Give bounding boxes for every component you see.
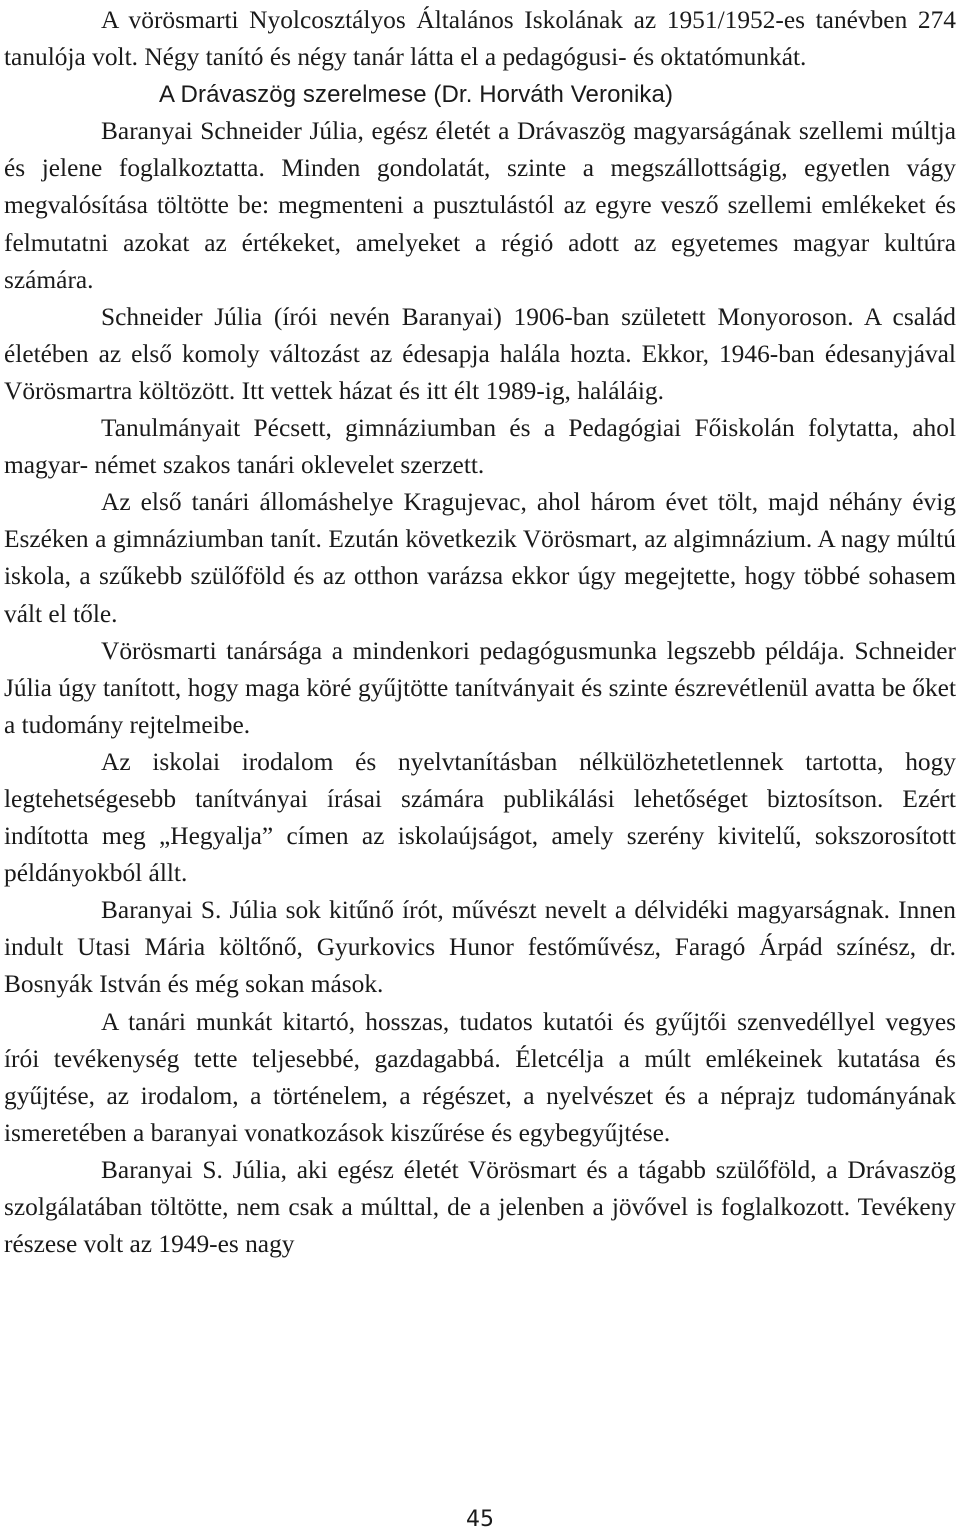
body-text [4, 2, 956, 1263]
paragraph-teaching: Vörösmarti tanársága a mindenkori pedagógusmunka legszebb példája. Schneider Júlia úgy tanított, hogy maga köré gyűjtötte tanítványait és szinte észrevétlenül avatta be őket a tudomány rejtelmeibe. [4, 636, 956, 739]
paragraph-studies: Tanulmányait Pécsett, gimnáziumban és a Pedagógiai Főiskolán folytatta, ahol magyar- német szakos tanári oklevelet szerzett. [4, 414, 956, 480]
paragraph-legacy: Baranyai S. Júlia, aki egész életét Vörösmart és a tágabb szülőföld, a Drávaszög szolgálatában töltötte, nem csak a múlttal, de a jelenben a jövővel is foglalkozott. Tevékeny részese volt az 1949-es nagy [4, 1155, 956, 1259]
paragraph-school-statistics: A vörösmarti Nyolcosztályos Általános Iskolának az 1951/1952-es tanévben 274 tanulója volt. Négy tanító és négy tanár látta el a pedagógusi- és oktatómunkát. [4, 6, 956, 72]
paragraph-birth: Schneider Júlia (írói nevén Baranyai) 1906-ban született Monyoroson. A család életében az első komoly változást az édesapja halála hozta. Ekkor, 1946-ban édesanyjával Vörösmartra költözött. Itt vettek házat és itt élt 1989-ig, haláláig. [4, 302, 956, 405]
section-heading: A Drávaszög szerelmese (Dr. Horváth Veronika) [159, 81, 674, 109]
paragraph-school-paper: Az iskolai irodalom és nyelvtanításban nélkülözhetetlennek tartotta, hogy legtehetségesebb tanítványai írásai számára publikálási lehetőséget biztosítson. Ezért indította meg „Hegyalja” címen az iskolaújságot, amely szerény kivitelű, sokszorosított példányokból állt. [4, 747, 956, 888]
paragraph-first-post: Az első tanári állomáshelye Kragujevac, ahol három évet tölt, majd néhány évig Eszéken a gimnáziumban tanít. Ezután következik Vörösmart, az algimnázium. A nagy múltú iskola, a szűkebb szülőföld és az otthon varázsa ekkor úgy megejtette, hogy többé sohasem vált el tőle. [4, 488, 956, 628]
paragraph-research: A tanári munkát kitartó, hosszas, tudatos kutatói és gyűjtői szenvedéllyel vegyes írói tevékenység tette teljesebbé, gazdagabbá. Életcélja a múlt emlékeinek kutatása és gyűjtése, az irodalom, a történelem, a régészet, a nyelvészet és a néprajz tudományának ismeretében a baranyai vonatkozások kiszűrése és egybegyűjtése. [4, 1007, 956, 1147]
paragraph-students: Baranyai S. Júlia sok kitűnő írót, művészt nevelt a délvidéki magyarságnak. Innen indult Utasi Mária költőnő, Gyurkovics Hunor festőművész, Faragó Árpád színész, dr. Bosnyák István és még sokan mások. [4, 896, 956, 999]
page-number: 45 [466, 1507, 494, 1532]
paragraph-intro: Baranyai Schneider Júlia, egész életét a Drávaszög magyarságának szellemi múltja és jelene foglalkoztatta. Minden gondolatát, szinte a megszállottságig, egyetlen vágy megvalósítása töltötte be: megmenteni a pusztulástól az egyre vesző szellemi emlékeket és felmutatni azokat az értékeket, amelyeket a régió adott az egyetemes magyar kultúra számára. [4, 117, 956, 294]
